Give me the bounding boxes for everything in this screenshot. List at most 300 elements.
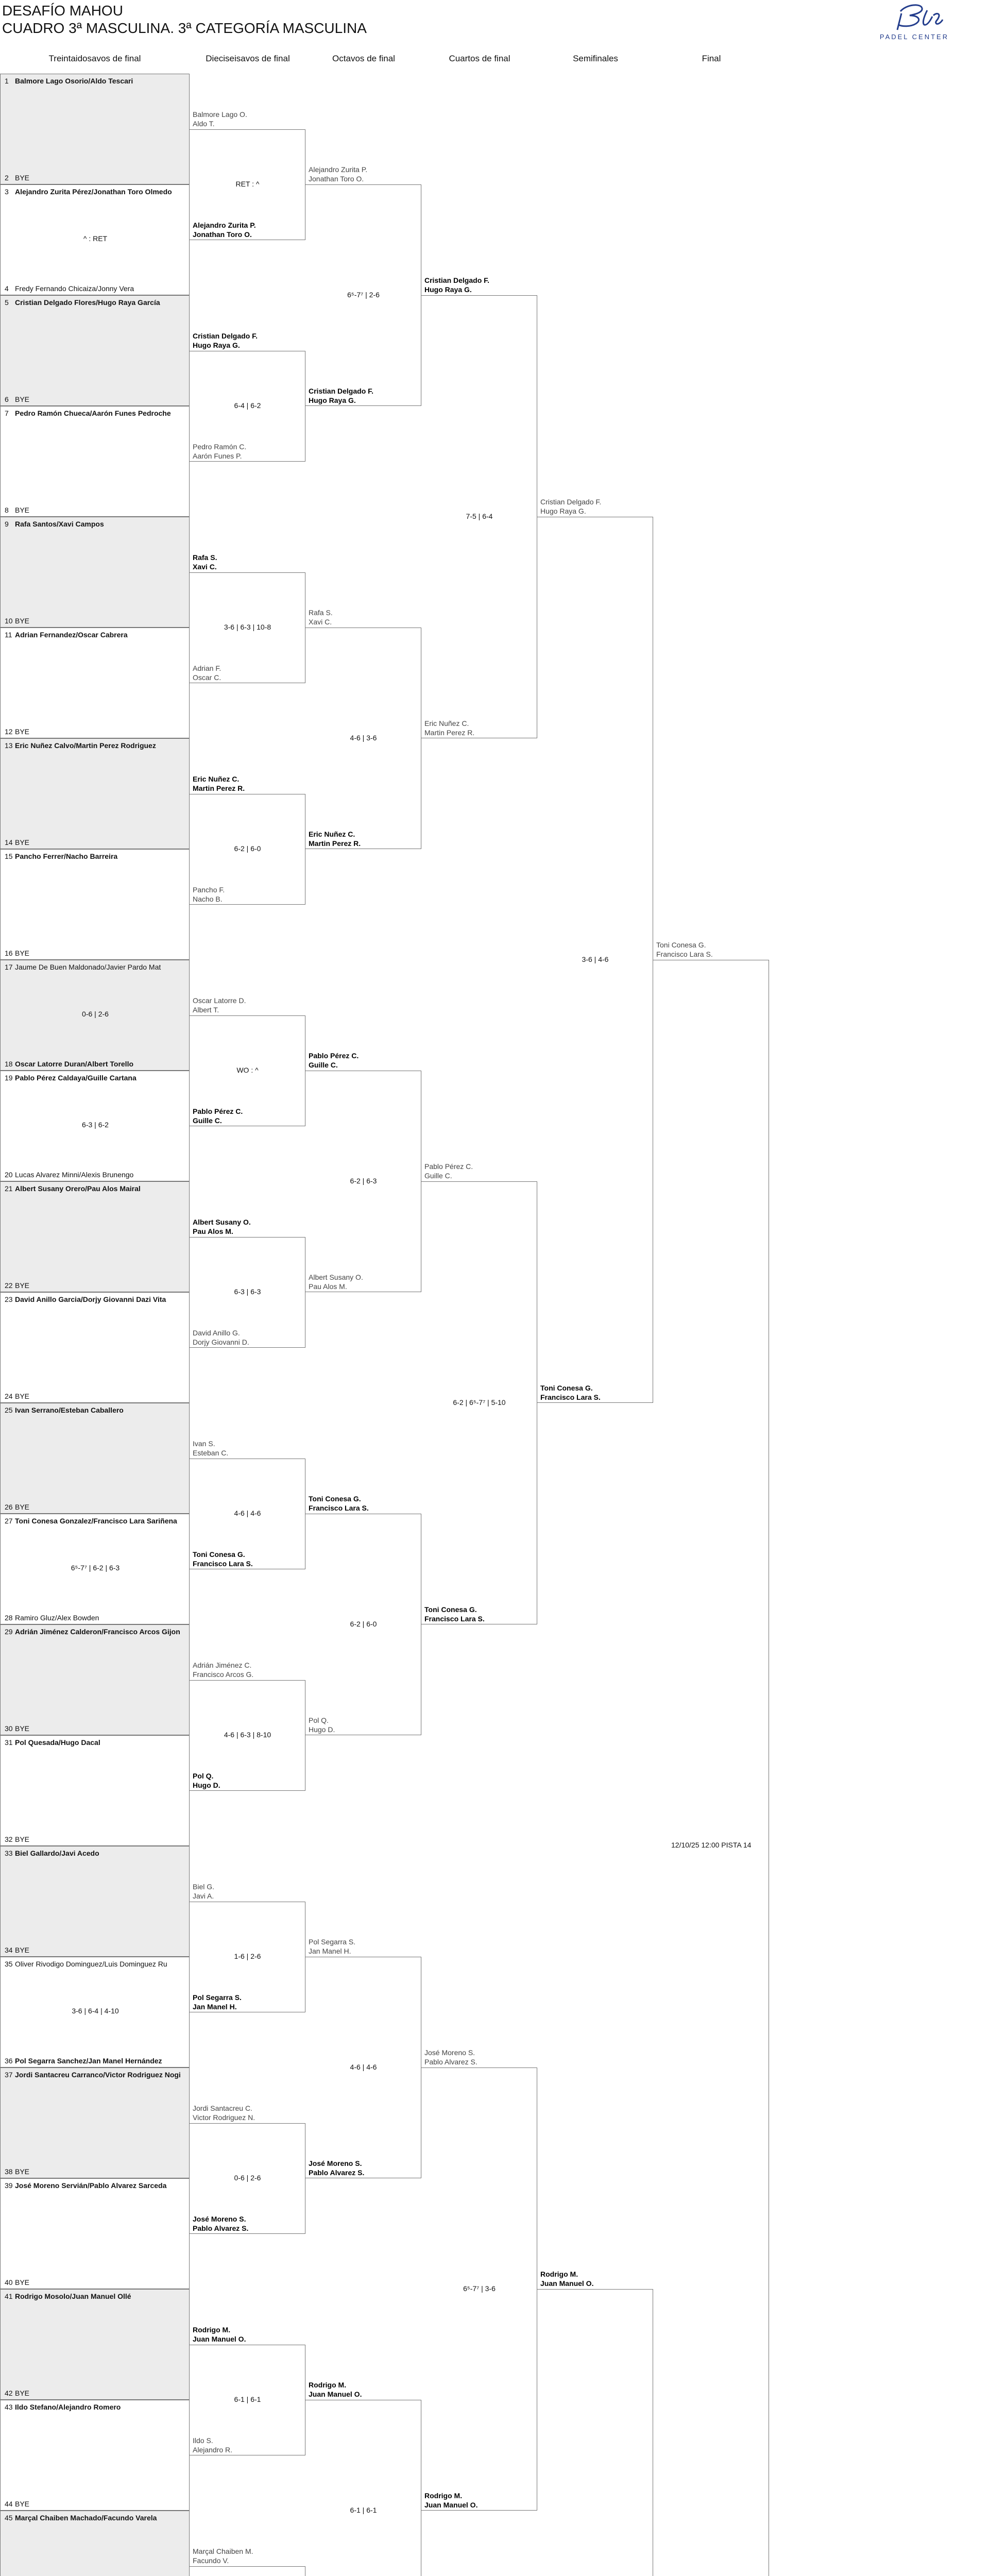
player-name: Jan Manel H. — [193, 2002, 242, 2011]
match-score: 6-3 | 6-2 — [1, 1121, 190, 1129]
pair-name: BYE — [15, 395, 29, 403]
slot-bottom — [5, 727, 188, 736]
first-round-match — [0, 2511, 190, 2576]
pair-name: Fredy Fernando Chicaiza/Jonny Vera — [15, 284, 134, 293]
player-name: Nacho B. — [193, 894, 225, 904]
player-name: Pablo Alvarez S. — [193, 2224, 248, 2233]
pair-bottom — [424, 2491, 478, 2510]
first-round-match — [0, 2400, 190, 2511]
page-subtitle: CUADRO 3ª MASCULINA. 3ª CATEGORÍA MASCULINA — [2, 20, 367, 37]
player-name: Biel G. — [193, 1882, 214, 1891]
slot-bottom — [5, 2057, 188, 2065]
pair-name: Rodrigo Mosolo/Juan Manuel Ollé — [15, 2292, 131, 2300]
player-name: Toni Conesa G. — [656, 940, 713, 950]
match-score: 6⁵-7⁷ | 3-6 — [421, 2284, 537, 2293]
pair-name: Cristian Delgado Flores/Hugo Raya García — [15, 298, 160, 307]
player-name: Francisco Arcos G. — [193, 1670, 253, 1679]
player-name: Rodrigo M. — [424, 2491, 478, 2500]
player-name: Guille C. — [424, 1171, 473, 1180]
match-score: 7-5 | 6-4 — [421, 512, 537, 520]
pair-bottom — [193, 2436, 232, 2454]
pair-top — [309, 608, 333, 626]
seed-number: 3 — [5, 188, 15, 196]
slot-bottom — [5, 838, 188, 846]
slot-top — [5, 631, 188, 639]
pair-name: Albert Susany Orero/Pau Alos Mairal — [15, 1184, 141, 1193]
pair-name: Alejandro Zurita Pérez/Jonathan Toro Olmedo — [15, 188, 172, 196]
final-schedule: 12/10/25 12:00 PISTA 14 — [671, 1841, 751, 1849]
pair-name: BYE — [15, 2278, 29, 2286]
padel-center-logo — [871, 1, 958, 44]
pair-bottom — [309, 1716, 335, 1734]
first-round-match — [0, 1846, 190, 1957]
player-name: Cristian Delgado F. — [540, 497, 601, 506]
seed-number: 22 — [5, 1281, 15, 1290]
player-name: Pol Segarra S. — [193, 1993, 242, 2002]
slot-top — [5, 409, 188, 417]
slot-bottom — [5, 1281, 188, 1290]
match-score: RET : ^ — [190, 180, 305, 188]
slot-top — [5, 1849, 188, 1857]
player-name: Cristian Delgado F. — [193, 331, 258, 341]
match-score: 3-6 | 4-6 — [537, 955, 653, 963]
player-name: Marçal Chaiben M. — [193, 2547, 253, 2556]
page-title: DESAFÍO MAHOU — [2, 2, 123, 20]
pair-name: Pol Quesada/Hugo Dacal — [15, 1738, 100, 1747]
pair-bottom — [193, 664, 221, 682]
pair-name: Biel Gallardo/Javi Acedo — [15, 1849, 99, 1857]
player-name: Juan Manuel O. — [540, 2279, 593, 2288]
slot-bottom — [5, 1392, 188, 1400]
player-name: Francisco Lara S. — [193, 1559, 253, 1568]
match-score: 6-2 | 6-0 — [190, 844, 305, 853]
slot-top — [5, 1628, 188, 1636]
first-round-match — [0, 184, 190, 295]
pair-name: José Moreno Servián/Pablo Alvarez Sarceda — [15, 2181, 166, 2190]
player-name: Pablo Alvarez S. — [309, 2168, 364, 2177]
player-name: Aldo T. — [193, 119, 247, 128]
pair-name: BYE — [15, 506, 29, 514]
pair-name: BYE — [15, 2389, 29, 2397]
seed-number: 45 — [5, 2514, 15, 2522]
seed-number: 30 — [5, 1724, 15, 1733]
player-name: Rafa S. — [309, 608, 333, 617]
match-score: 6-2 | 6-0 — [305, 1620, 421, 1628]
pair-name: Ramiro Gluz/Alex Bowden — [15, 1614, 99, 1622]
pair-top — [309, 1051, 359, 1070]
seed-number: 40 — [5, 2278, 15, 2286]
slot-top — [5, 2403, 188, 2411]
player-name: Xavi C. — [309, 617, 333, 626]
match-score: 6-3 | 6-3 — [190, 1287, 305, 1296]
slot-top — [5, 298, 188, 307]
slot-top — [5, 1074, 188, 1082]
seed-number: 31 — [5, 1738, 15, 1747]
seed-number: 26 — [5, 1503, 15, 1511]
player-name: Eric Nuñez C. — [193, 774, 245, 784]
first-round-match — [0, 1735, 190, 1846]
match-score: 6-2 | 6⁵-7⁷ | 5-10 — [421, 1398, 537, 1406]
pair-name: Ivan Serrano/Esteban Caballero — [15, 1406, 124, 1414]
player-name: José Moreno S. — [309, 2159, 364, 2168]
player-name: Juan Manuel O. — [309, 2389, 362, 2399]
pair-name: Ildo Stefano/Alejandro Romero — [15, 2403, 121, 2411]
player-name: Guille C. — [193, 1116, 243, 1125]
final-match — [653, 960, 769, 2576]
slot-top — [5, 188, 188, 196]
slot-bottom — [5, 949, 188, 957]
player-name: Toni Conesa G. — [193, 1550, 253, 1559]
slot-top — [5, 1517, 188, 1525]
player-name: Rodrigo M. — [193, 2325, 246, 2334]
seed-number: 39 — [5, 2181, 15, 2190]
pair-name: Jordi Santacreu Carranco/Victor Rodriguez Nogi — [15, 2071, 181, 2079]
slot-bottom — [5, 1835, 188, 1843]
seed-number: 29 — [5, 1628, 15, 1636]
pair-name: BYE — [15, 1392, 29, 1400]
seed-number: 21 — [5, 1184, 15, 1193]
slot-bottom — [5, 284, 188, 293]
pair-top — [193, 2547, 253, 2565]
seed-number: 15 — [5, 852, 15, 860]
player-name: Adrian F. — [193, 664, 221, 673]
player-name: Pol Q. — [193, 1771, 220, 1781]
seed-number: 36 — [5, 2057, 15, 2065]
first-round-match — [0, 1624, 190, 1735]
pair-name: Adrián Jiménez Calderon/Francisco Arcos Gijon — [15, 1628, 180, 1636]
slot-top — [5, 520, 188, 528]
match-score: 4-6 | 4-6 — [305, 2063, 421, 2071]
player-name: Rodrigo M. — [540, 2269, 593, 2279]
slot-bottom — [5, 617, 188, 625]
player-name: Pablo Pérez C. — [309, 1051, 359, 1060]
first-round-match — [0, 2067, 190, 2178]
pair-top — [193, 1439, 228, 1458]
pair-top — [193, 553, 217, 571]
player-name: Pablo Alvarez S. — [424, 2057, 478, 2066]
pair-name: Eric Nuñez Calvo/Martin Perez Rodriguez — [15, 741, 156, 750]
seed-number: 1 — [5, 77, 15, 85]
pair-bottom — [309, 829, 361, 848]
slot-bottom — [5, 2167, 188, 2176]
player-name: Juan Manuel O. — [424, 2500, 478, 2510]
seed-number: 33 — [5, 1849, 15, 1857]
player-name: Pedro Ramón C. — [193, 442, 246, 451]
pair-top — [193, 331, 258, 350]
slot-top — [5, 1960, 188, 1968]
slot-bottom — [5, 174, 188, 182]
seed-number: 37 — [5, 2071, 15, 2079]
match-score: 6-1 | 6-1 — [305, 2506, 421, 2514]
first-round-match — [0, 1071, 190, 1181]
player-name: Hugo Raya G. — [540, 506, 601, 516]
pair-name: Rafa Santos/Xavi Campos — [15, 520, 104, 528]
player-name: Oscar C. — [193, 673, 221, 682]
seed-number: 13 — [5, 741, 15, 750]
player-name: Javi A. — [193, 1891, 214, 1901]
player-name: Adrián Jiménez C. — [193, 1660, 253, 1670]
player-name: Martin Perez R. — [424, 728, 474, 737]
pair-name: Pol Segarra Sanchez/Jan Manel Hernández — [15, 2057, 162, 2065]
pair-top — [193, 1660, 253, 1679]
pair-top — [193, 2325, 246, 2344]
first-round-match — [0, 2289, 190, 2400]
seed-number: 7 — [5, 409, 15, 417]
player-name: Pablo Pérez C. — [193, 1107, 243, 1116]
match-score: 4-6 | 3-6 — [305, 734, 421, 742]
player-name: Balmore Lago O. — [193, 110, 247, 119]
seed-number: 41 — [5, 2292, 15, 2300]
pair-top — [424, 1162, 473, 1180]
first-round-match — [0, 295, 190, 406]
pair-name: Pablo Pérez Caldaya/Guille Cartana — [15, 1074, 137, 1082]
slot-bottom — [5, 1171, 188, 1179]
slot-top — [5, 1738, 188, 1747]
logo-label: PADEL CENTER — [871, 33, 958, 41]
player-name: Albert Susany O. — [193, 1217, 251, 1227]
seed-number: 44 — [5, 2500, 15, 2508]
player-name: Jordi Santacreu C. — [193, 2104, 255, 2113]
slot-bottom — [5, 506, 188, 514]
pair-bottom — [540, 1383, 601, 1402]
player-name: Cristian Delgado F. — [424, 276, 489, 285]
seed-number: 34 — [5, 1946, 15, 1954]
pair-name: BYE — [15, 617, 29, 625]
pair-bottom — [193, 1993, 242, 2011]
pair-name: Toni Conesa Gonzalez/Francisco Lara Sariñena — [15, 1517, 177, 1525]
pair-bottom — [309, 386, 373, 405]
pair-bottom — [309, 1273, 363, 1291]
player-name: Francisco Lara S. — [540, 1393, 601, 1402]
player-name: Hugo D. — [193, 1781, 220, 1790]
slot-bottom — [5, 1724, 188, 1733]
match-score: 4-6 | 4-6 — [190, 1509, 305, 1517]
player-name: Eric Nuñez C. — [309, 829, 361, 839]
first-round-match — [0, 2178, 190, 2289]
pair-name: Pedro Ramón Chueca/Aarón Funes Pedroche — [15, 409, 171, 417]
pair-top — [309, 1937, 355, 1956]
first-round-match — [0, 628, 190, 738]
player-name: Pancho F. — [193, 885, 225, 894]
player-name: Alejandro Zurita P. — [193, 221, 256, 230]
first-round-match — [0, 849, 190, 960]
finalist-top — [656, 940, 713, 959]
first-round-match — [0, 1181, 190, 1292]
slot-top — [5, 2071, 188, 2079]
pair-name: Adrian Fernandez/Oscar Cabrera — [15, 631, 128, 639]
round-header: Treintaidosavos de final — [23, 54, 167, 64]
first-round-match — [0, 74, 190, 184]
player-name: Toni Conesa G. — [309, 1494, 369, 1503]
player-name: Aarón Funes P. — [193, 451, 246, 461]
player-name: Albert Susany O. — [309, 1273, 363, 1282]
player-name: Hugo Raya G. — [309, 396, 373, 405]
pair-top — [193, 1882, 214, 1901]
first-round-match — [0, 406, 190, 517]
slot-top — [5, 2292, 188, 2300]
pair-name: BYE — [15, 1724, 29, 1733]
first-round-match — [0, 1957, 190, 2067]
player-name: Pol Segarra S. — [309, 1937, 355, 1946]
player-name: Toni Conesa G. — [424, 1605, 485, 1614]
round-header: Octavos de final — [292, 54, 436, 64]
seed-number: 24 — [5, 1392, 15, 1400]
pair-name: BYE — [15, 2500, 29, 2508]
player-name: Ildo S. — [193, 2436, 232, 2445]
slot-top — [5, 741, 188, 750]
match-score: ^ : RET — [1, 234, 190, 243]
slot-top — [5, 77, 188, 85]
pair-bottom — [193, 2214, 248, 2233]
player-name: Dorjy Giovanni D. — [193, 1337, 249, 1347]
player-name: Eric Nuñez C. — [424, 719, 474, 728]
slot-bottom — [5, 1060, 188, 1068]
pair-bottom — [424, 719, 474, 737]
pair-name: BYE — [15, 174, 29, 182]
seed-number: 9 — [5, 520, 15, 528]
seed-number: 17 — [5, 963, 15, 971]
seed-number: 10 — [5, 617, 15, 625]
round-header: Cuartos de final — [407, 54, 552, 64]
pair-top — [424, 276, 489, 294]
pair-name: Oscar Latorre Duran/Albert Torello — [15, 1060, 133, 1068]
pair-name: David Anillo Garcia/Dorjy Giovanni Dazi Vita — [15, 1295, 166, 1303]
seed-number: 20 — [5, 1171, 15, 1179]
pair-name: Lucas Alvarez Minni/Alexis Brunengo — [15, 1171, 133, 1179]
pair-name: BYE — [15, 1946, 29, 1954]
slot-bottom — [5, 1503, 188, 1511]
match-score: 0-6 | 2-6 — [190, 2174, 305, 2182]
pair-bottom — [193, 221, 256, 239]
player-name: Jan Manel H. — [309, 1946, 355, 1956]
slot-bottom — [5, 2278, 188, 2286]
match-score: 3-6 | 6-4 | 4-10 — [1, 2007, 190, 2015]
player-name: Rafa S. — [193, 553, 217, 562]
pair-name: BYE — [15, 727, 29, 736]
seed-number: 8 — [5, 506, 15, 514]
pair-name: Oliver Rivodigo Dominguez/Luis Dominguez Ru — [15, 1960, 167, 1968]
pair-bottom — [193, 1550, 253, 1568]
slot-top — [5, 1184, 188, 1193]
seed-number: 2 — [5, 174, 15, 182]
player-name: Hugo Raya G. — [424, 285, 489, 294]
pair-top — [424, 2048, 478, 2066]
seed-number: 38 — [5, 2167, 15, 2176]
slot-top — [5, 963, 188, 971]
player-name: Cristian Delgado F. — [309, 386, 373, 396]
round-header: Dieciseisavos de final — [176, 54, 320, 64]
seed-number: 23 — [5, 1295, 15, 1303]
pair-top — [309, 2380, 362, 2399]
player-name: Alejandro Zurita P. — [309, 165, 367, 174]
player-name: Pau Alos M. — [193, 1227, 251, 1236]
first-round-match — [0, 1514, 190, 1624]
seed-number: 35 — [5, 1960, 15, 1968]
pair-bottom — [193, 1771, 220, 1790]
pair-top — [193, 996, 246, 1014]
first-round-match — [0, 960, 190, 1071]
player-name: Hugo Raya G. — [193, 341, 258, 350]
seed-number: 19 — [5, 1074, 15, 1082]
seed-number: 12 — [5, 727, 15, 736]
pair-top — [193, 2104, 255, 2122]
seed-number: 43 — [5, 2403, 15, 2411]
player-name: Francisco Lara S. — [424, 1614, 485, 1623]
pair-bottom — [193, 1328, 249, 1347]
pair-name: BYE — [15, 2167, 29, 2176]
seed-number: 28 — [5, 1614, 15, 1622]
first-round-match — [0, 1403, 190, 1514]
pair-name: Jaume De Buen Maldonado/Javier Pardo Mat — [15, 963, 161, 971]
match-score: 6-1 | 6-1 — [190, 2395, 305, 2403]
match-score: 6-2 | 6-3 — [305, 1177, 421, 1185]
pair-top — [193, 1217, 251, 1236]
pair-name: Pancho Ferrer/Nacho Barreira — [15, 852, 117, 860]
seed-number: 5 — [5, 298, 15, 307]
slot-top — [5, 2181, 188, 2190]
player-name: Albert T. — [193, 1005, 246, 1014]
player-name: José Moreno S. — [424, 2048, 478, 2057]
player-name: Rodrigo M. — [309, 2380, 362, 2389]
pair-name: BYE — [15, 949, 29, 957]
seed-number: 32 — [5, 1835, 15, 1843]
player-name: Juan Manuel O. — [193, 2334, 246, 2344]
round-header: Final — [639, 54, 783, 64]
player-name: Guille C. — [309, 1060, 359, 1070]
bracket-match — [305, 2400, 421, 2576]
match-score: 6⁵-7⁷ | 2-6 — [305, 291, 421, 299]
seed-number: 14 — [5, 838, 15, 846]
match-score: WO : ^ — [190, 1066, 305, 1074]
bracket-match — [190, 2566, 305, 2576]
player-name: Esteban C. — [193, 1448, 228, 1458]
pair-bottom — [424, 1605, 485, 1623]
first-round-match — [0, 517, 190, 628]
player-name: Jonathan Toro O. — [309, 174, 367, 183]
pair-bottom — [193, 1107, 243, 1125]
player-name: Ivan S. — [193, 1439, 228, 1448]
seed-number: 25 — [5, 1406, 15, 1414]
player-name: David Anillo G. — [193, 1328, 249, 1337]
player-name: Francisco Lara S. — [309, 1503, 369, 1513]
player-name: Pau Alos M. — [309, 1282, 363, 1291]
player-name: Facundo V. — [193, 2556, 253, 2565]
seed-number: 27 — [5, 1517, 15, 1525]
match-score: 0-6 | 2-6 — [1, 1010, 190, 1018]
seed-number: 4 — [5, 284, 15, 293]
bracket-match — [537, 2289, 653, 2576]
pair-name: BYE — [15, 1281, 29, 1290]
pair-top — [309, 165, 367, 183]
pair-top — [540, 2269, 593, 2288]
player-name: Oscar Latorre D. — [193, 996, 246, 1005]
seed-number: 16 — [5, 949, 15, 957]
first-round-match — [0, 738, 190, 849]
player-name: Jonathan Toro O. — [193, 230, 256, 239]
pair-bottom — [193, 885, 225, 904]
slot-bottom — [5, 1614, 188, 1622]
seed-number: 11 — [5, 631, 15, 639]
pair-bottom — [193, 442, 246, 461]
player-name: Toni Conesa G. — [540, 1383, 601, 1393]
player-name: Martin Perez R. — [193, 784, 245, 793]
pair-name: Balmore Lago Osorio/Aldo Tescari — [15, 77, 133, 85]
player-name: Hugo D. — [309, 1725, 335, 1734]
slot-bottom — [5, 2500, 188, 2508]
slot-bottom — [5, 1946, 188, 1954]
slot-bottom — [5, 2389, 188, 2397]
seed-number: 42 — [5, 2389, 15, 2397]
